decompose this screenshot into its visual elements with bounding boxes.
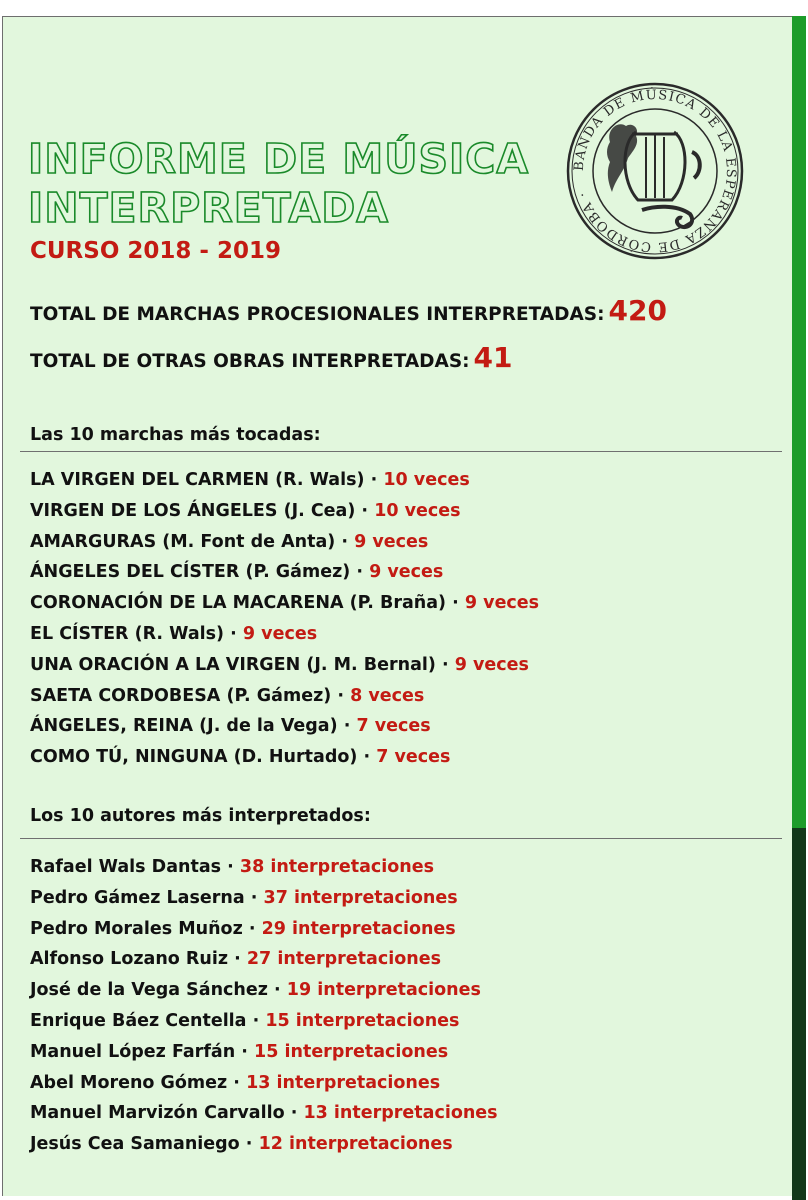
autor-name: Alfonso Lozano Ruiz xyxy=(30,949,229,970)
autor-name: Manuel Marvizón Carvallo xyxy=(30,1103,285,1124)
autor-count: 15 interpretaciones xyxy=(254,1041,449,1062)
lyre-lion-seal-icon xyxy=(566,82,744,260)
page-title-line-1: INFORME DE MÚSICA xyxy=(28,135,530,183)
autor-name: Pedro Morales Muñoz xyxy=(30,918,243,939)
list-item: COMO TÚ, NINGUNA (D. Hurtado) · 7 veces xyxy=(30,747,451,768)
autor-name: Rafael Wals Dantas xyxy=(30,857,222,877)
autor-count: 12 interpretaciones xyxy=(258,1134,453,1155)
list-item: ÁNGELES DEL CÍSTER (P. Gámez) · 9 veces xyxy=(30,562,444,583)
marcha-name: SAETA CORDOBESA (P. Gámez) xyxy=(30,685,332,706)
marcha-count: 9 veces xyxy=(354,531,429,552)
list-item: AMARGURAS (M. Font de Anta) · 9 veces xyxy=(30,531,429,552)
total-otras-label: TOTAL DE OTRAS OBRAS INTERPRETADAS: xyxy=(30,351,470,372)
marcha-name: LA VIRGEN DEL CARMEN (R. Wals) xyxy=(30,470,365,490)
list-item: VIRGEN DE LOS ÁNGELES (J. Cea) · 10 veces xyxy=(30,500,461,521)
list-item: Pedro Morales Muñoz · 29 interpretaciones xyxy=(30,918,456,939)
autor-name: Jesús Cea Samaniego xyxy=(30,1134,240,1155)
total-marchas-label: TOTAL DE MARCHAS PROCESIONALES INTERPRETADAS: xyxy=(30,304,605,325)
side-bar-bright xyxy=(792,16,806,828)
autor-name: José de la Vega Sánchez xyxy=(30,980,268,1001)
list-item: José de la Vega Sánchez · 19 interpretaciones xyxy=(30,980,481,1001)
list-item: Jesús Cea Samaniego · 12 interpretaciones xyxy=(30,1134,453,1155)
marcha-count: 9 veces xyxy=(454,654,529,675)
list-item: Abel Moreno Gómez · 13 interpretaciones xyxy=(30,1072,441,1093)
marcha-name: ÁNGELES DEL CÍSTER (P. Gámez) xyxy=(30,562,351,583)
autor-count: 38 interpretaciones xyxy=(239,857,435,877)
autor-count: 37 interpretaciones xyxy=(263,887,458,908)
autor-name: Pedro Gámez Laserna xyxy=(30,887,245,908)
list-item: Enrique Báez Centella · 15 interpretaciones xyxy=(30,1010,460,1031)
course-label: CURSO 2018 - 2019 xyxy=(30,238,281,264)
page-title-line-2: INTERPRETADA xyxy=(28,184,390,232)
autor-count: 27 interpretaciones xyxy=(246,949,441,970)
list-item: LA VIRGEN DEL CARMEN (R. Wals) · 10 veces xyxy=(30,470,470,490)
autor-count: 29 interpretaciones xyxy=(261,918,456,939)
side-bar-dark xyxy=(792,828,806,1200)
list-item: ÁNGELES, REINA (J. de la Vega) · 7 veces xyxy=(30,716,431,737)
list-item: Alfonso Lozano Ruiz · 27 interpretaciones xyxy=(30,949,441,970)
marcha-count: 7 veces xyxy=(356,716,431,737)
autor-name: Enrique Báez Centella xyxy=(30,1010,247,1031)
marcha-count: 7 veces xyxy=(376,747,451,768)
marcha-name: ÁNGELES, REINA (J. de la Vega) xyxy=(30,716,338,737)
divider xyxy=(20,451,782,452)
marcha-count: 8 veces xyxy=(350,685,425,706)
autor-name: Abel Moreno Gómez xyxy=(30,1072,228,1093)
marcha-count: 9 veces xyxy=(369,562,444,583)
marcha-count: 9 veces xyxy=(242,623,318,644)
autores-heading: Los 10 autores más interpretados: xyxy=(30,806,371,826)
list-item: Manuel Marvizón Carvallo · 13 interpretaciones xyxy=(30,1103,498,1124)
marcha-name: CORONACIÓN DE LA MACARENA (P. Braña) xyxy=(30,593,447,614)
marcha-name: AMARGURAS (M. Font de Anta) xyxy=(30,531,336,552)
marcha-count: 10 veces xyxy=(383,470,470,490)
marcha-count: 10 veces xyxy=(374,500,461,521)
list-item: Rafael Wals Dantas · 38 interpretaciones xyxy=(30,857,435,877)
total-otras-value: 41 xyxy=(473,341,513,374)
total-otras xyxy=(30,341,513,374)
list-item: SAETA CORDOBESA (P. Gámez) · 8 veces xyxy=(30,685,425,706)
autores-list xyxy=(30,853,498,1161)
total-marchas-value: 420 xyxy=(608,294,667,327)
list-item: Manuel López Farfán · 15 interpretaciones xyxy=(30,1041,449,1062)
marchas-heading: Las 10 marchas más tocadas: xyxy=(30,425,321,445)
autor-count: 13 interpretaciones xyxy=(303,1103,498,1124)
autor-count: 19 interpretaciones xyxy=(286,980,481,1001)
list-item: Pedro Gámez Laserna · 37 interpretaciones xyxy=(30,887,458,908)
marchas-list xyxy=(30,466,539,774)
list-item: UNA ORACIÓN A LA VIRGEN (J. M. Bernal) · 9 veces xyxy=(30,654,529,675)
autor-name: Manuel López Farfán xyxy=(30,1041,236,1062)
marcha-count: 9 veces xyxy=(464,593,540,614)
marcha-name: EL CÍSTER (R. Wals) xyxy=(30,623,225,644)
seal-text: BANDA DE MÚSICA DE LA ESPERANZA DE CÓRDOBA · xyxy=(571,87,739,255)
marcha-name: COMO TÚ, NINGUNA (D. Hurtado) xyxy=(30,747,358,768)
divider xyxy=(20,838,782,839)
total-marchas xyxy=(30,294,667,327)
autor-count: 13 interpretaciones xyxy=(246,1072,441,1093)
marcha-name: VIRGEN DE LOS ÁNGELES (J. Cea) xyxy=(30,500,356,521)
autor-count: 15 interpretaciones xyxy=(265,1010,460,1031)
marcha-name: UNA ORACIÓN A LA VIRGEN (J. M. Bernal) xyxy=(30,654,436,675)
list-item: CORONACIÓN DE LA MACARENA (P. Braña) · 9 veces xyxy=(30,593,540,614)
list-item: EL CÍSTER (R. Wals) · 9 veces xyxy=(30,623,318,644)
